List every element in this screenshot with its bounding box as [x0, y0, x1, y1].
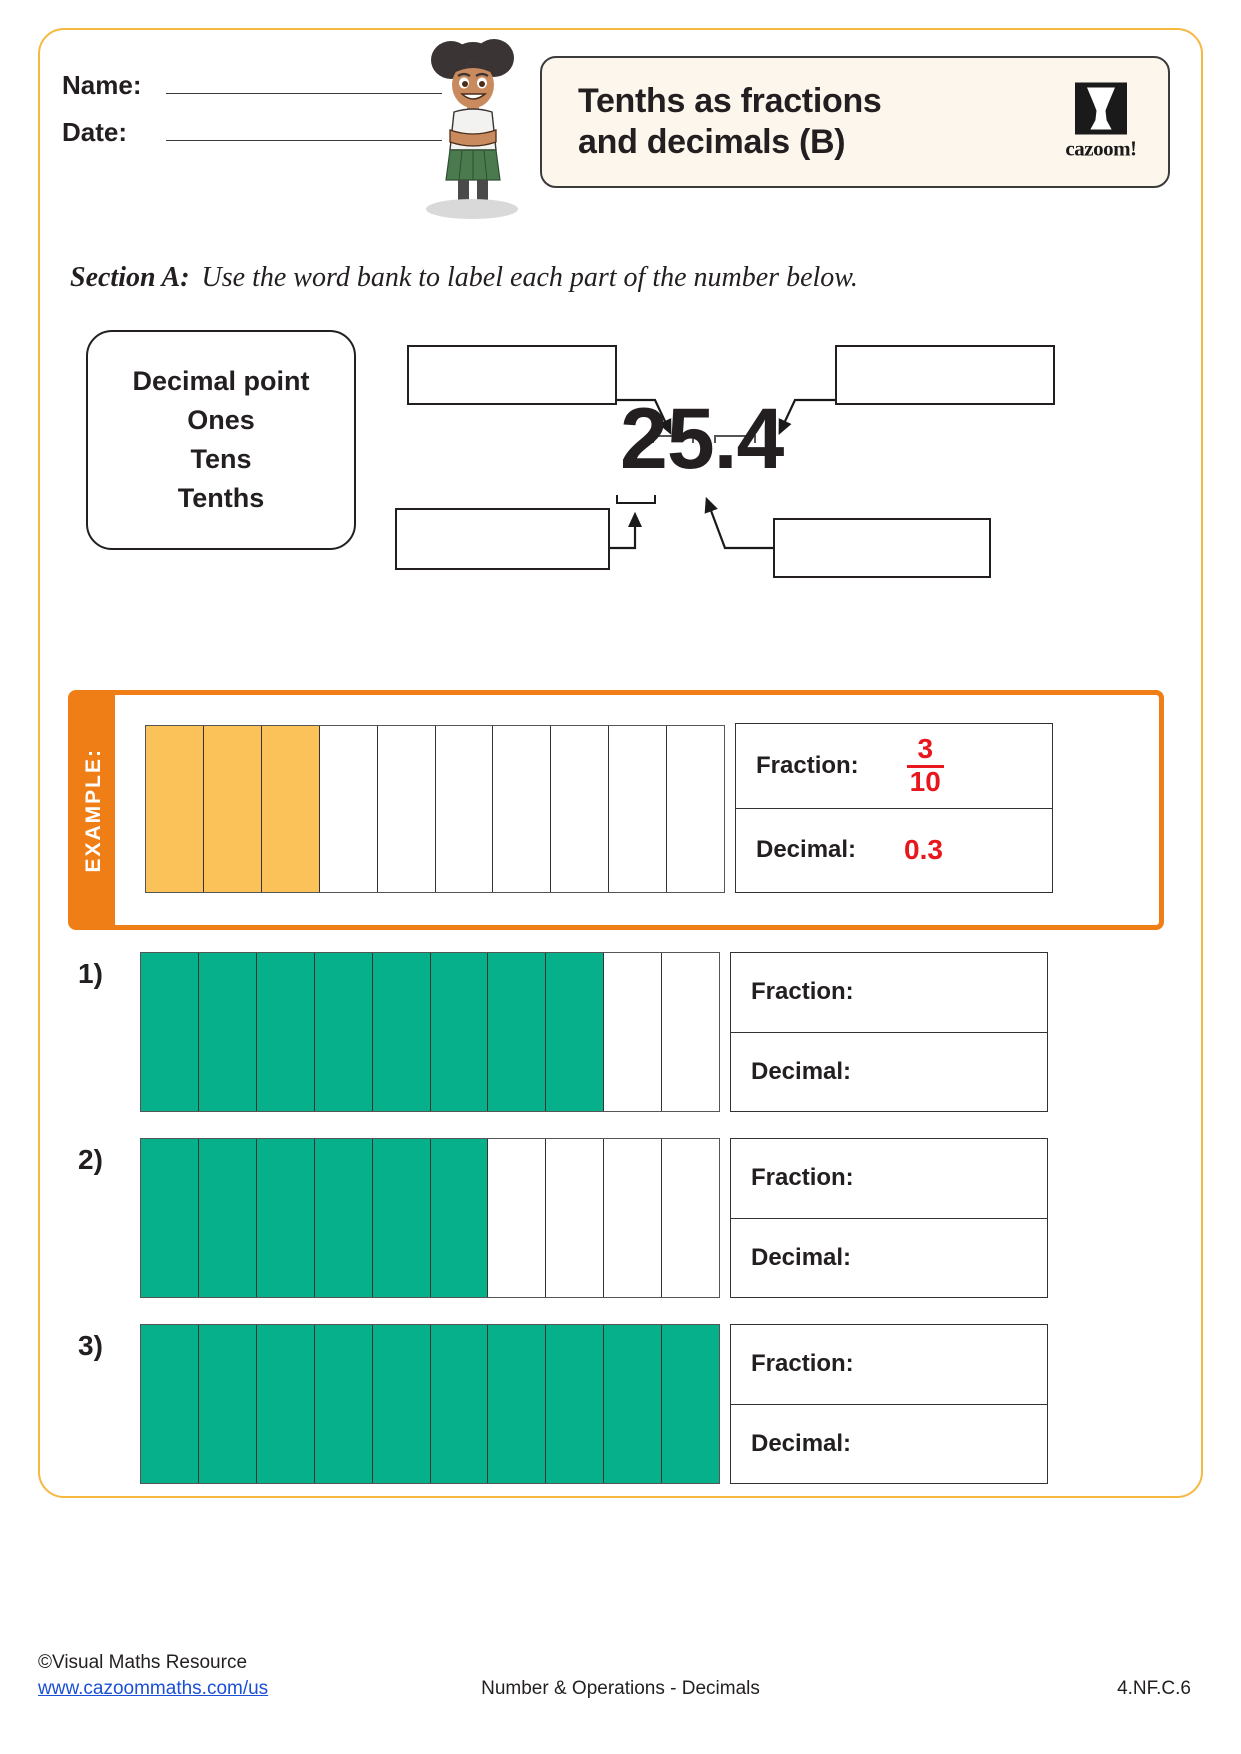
section-a-body — [40, 310, 1201, 600]
tenths-cell — [204, 726, 262, 892]
question-number-2: 2) — [78, 1144, 103, 1175]
footer-copyright: ©Visual Maths Resource — [38, 1652, 248, 1673]
tenths-cell — [667, 726, 724, 892]
question-1-decimal-label: Decimal: — [751, 1057, 852, 1085]
footer-standard-code: 4.NF.C.6 — [1117, 1678, 1191, 1699]
section-a-heading — [70, 262, 858, 294]
question-2-fraction-row[interactable] — [731, 1139, 1047, 1219]
example-fraction-denominator: 10 — [907, 765, 944, 796]
tenths-cell — [604, 1325, 662, 1483]
question-3-fraction-row[interactable] — [731, 1325, 1047, 1405]
name-label: Name: — [62, 70, 142, 100]
footer-topic: Number & Operations - Decimals — [481, 1678, 760, 1699]
page-frame — [38, 28, 1203, 1498]
tenths-cell — [373, 953, 431, 1111]
footer-website-link[interactable]: www.cazoommaths.com/us — [38, 1678, 269, 1699]
example-tab — [73, 695, 115, 925]
tenths-cell — [662, 953, 719, 1111]
student-character-illustration — [418, 38, 528, 223]
example-fraction-label: Fraction: — [756, 751, 859, 779]
question-2-tenths-bar[interactable] — [140, 1138, 720, 1298]
student-character-svg — [418, 38, 528, 223]
question-2-answer-box — [730, 1138, 1048, 1298]
question-2-fraction-label: Fraction: — [751, 1164, 854, 1192]
tenths-cell — [373, 1139, 431, 1297]
tenths-cell — [488, 953, 546, 1111]
question-1-fraction-label: Fraction: — [751, 978, 854, 1006]
example-fraction-row — [736, 724, 1052, 809]
tenths-cell — [488, 1139, 546, 1297]
page-title-line-1: Tenths as fractions — [578, 81, 882, 120]
cazoom-logo-text: cazoom! — [1065, 136, 1137, 161]
tenths-cell — [604, 1139, 662, 1297]
question-row-2 — [68, 1138, 1164, 1313]
tenths-cell — [199, 953, 257, 1111]
section-a-instruction: Use the word bank to label each part of the number below. — [201, 262, 858, 293]
name-date-block — [62, 70, 442, 164]
tenths-cell — [431, 953, 489, 1111]
tenths-cell — [551, 726, 609, 892]
tenths-cell — [546, 1325, 604, 1483]
page-title-line-2: and decimals (B) — [578, 123, 846, 161]
example-tenths-bar — [145, 725, 725, 893]
example-row — [68, 690, 1164, 930]
tenths-cell — [662, 1139, 719, 1297]
question-number-3: 3) — [78, 1330, 103, 1361]
tenths-cell — [257, 1325, 315, 1483]
example-decimal-value: 0.3 — [904, 834, 943, 866]
example-fraction-numerator: 3 — [917, 733, 934, 765]
tenths-cell — [199, 1325, 257, 1483]
tenths-cell — [262, 726, 320, 892]
tenths-cell — [315, 1325, 373, 1483]
word-bank-item-ones[interactable]: Ones — [187, 405, 255, 435]
question-row-1 — [68, 952, 1164, 1127]
tenths-cell — [141, 1139, 199, 1297]
word-bank-item-tenths[interactable]: Tenths — [177, 483, 265, 513]
question-1-tenths-bar[interactable] — [140, 952, 720, 1112]
tenths-cell — [141, 953, 199, 1111]
tenths-cell — [257, 1139, 315, 1297]
tenths-cell — [320, 726, 378, 892]
tenths-cell — [436, 726, 494, 892]
example-answer-box — [735, 723, 1053, 893]
example-fraction-value — [907, 735, 944, 796]
name-input-line[interactable] — [166, 74, 442, 94]
date-input-line[interactable] — [166, 121, 442, 141]
section-a-label: Section A: — [70, 262, 190, 293]
question-3-decimal-row[interactable] — [731, 1405, 1047, 1484]
word-bank — [86, 330, 356, 550]
place-value-diagram — [395, 310, 1085, 590]
question-3-decimal-label: Decimal: — [751, 1429, 852, 1457]
character-shadow — [426, 199, 518, 219]
tenths-cell — [609, 726, 667, 892]
date-row — [62, 117, 442, 148]
tenths-cell — [488, 1325, 546, 1483]
question-2-decimal-row[interactable] — [731, 1219, 1047, 1298]
tenths-cell — [546, 953, 604, 1111]
example-tab-label: EXAMPLE: — [82, 747, 105, 873]
tenths-cell — [141, 1325, 199, 1483]
question-3-tenths-bar[interactable] — [140, 1324, 720, 1484]
question-1-fraction-row[interactable] — [731, 953, 1047, 1033]
worksheet-header — [40, 30, 1201, 225]
name-row — [62, 70, 442, 101]
question-1-answer-box — [730, 952, 1048, 1112]
question-3-fraction-label: Fraction: — [751, 1350, 854, 1378]
word-bank-item-decimal-point[interactable]: Decimal point — [132, 366, 310, 396]
date-label: Date: — [62, 117, 128, 147]
tenths-cell — [431, 1325, 489, 1483]
tenths-cell — [199, 1139, 257, 1297]
tenths-cell — [431, 1139, 489, 1297]
question-1-decimal-row[interactable] — [731, 1033, 1047, 1112]
example-decimal-label: Decimal: — [756, 836, 857, 864]
tenths-cell — [378, 726, 436, 892]
tenths-cell — [315, 1139, 373, 1297]
tenths-cell — [315, 953, 373, 1111]
tenths-cell — [604, 953, 662, 1111]
tenths-cell — [257, 953, 315, 1111]
question-3-answer-box — [730, 1324, 1048, 1484]
tenths-cell — [493, 726, 551, 892]
place-value-number: 25.4 — [620, 391, 784, 487]
page-title — [578, 81, 978, 164]
cazoom-logo[interactable] — [1060, 83, 1142, 162]
question-number-1: 1) — [78, 958, 103, 989]
worksheet-title-card — [540, 56, 1170, 188]
cazoom-drum-icon — [1075, 83, 1127, 135]
tenths-cell — [373, 1325, 431, 1483]
word-bank-item-tens[interactable]: Tens — [190, 444, 252, 474]
question-2-decimal-label: Decimal: — [751, 1243, 852, 1271]
tenths-cell — [662, 1325, 719, 1483]
question-row-3 — [68, 1324, 1164, 1499]
tenths-cell — [146, 726, 204, 892]
tenths-cell — [546, 1139, 604, 1297]
worksheet-footer — [0, 1634, 1241, 1754]
example-decimal-row — [736, 809, 1052, 893]
